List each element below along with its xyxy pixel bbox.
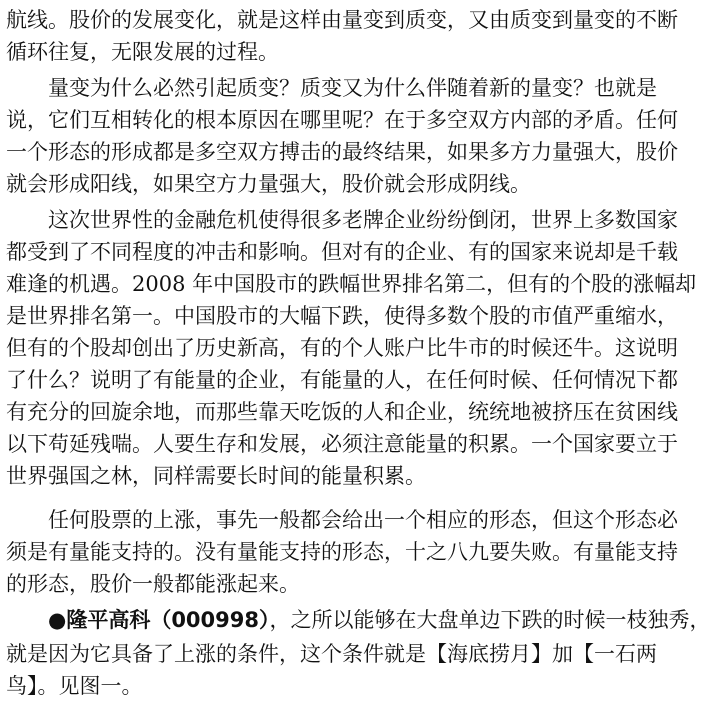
text-segment: ，之所以能够在大盘单边下跌的时候一枝独秀， xyxy=(269,608,711,632)
text-line: 但有的个股却创出了历史新高，有的个人账户比牛市的时候还牛。这说明 xyxy=(6,336,678,360)
text-line: 世界强国之林，同样需要长时间的能量积累。 xyxy=(6,464,426,488)
stock-name-lead: ●隆平高科（000998） xyxy=(6,608,270,632)
text-line: 须是有量能支持的。没有量能支持的形态，十之八九要失败。有量能支持 xyxy=(6,540,678,564)
text-line: 就是因为它具备了上涨的条件，这个条件就是【海底捞月】加【一石两 xyxy=(6,642,657,666)
text-line: 循环往复，无限发展的过程。 xyxy=(6,40,279,64)
text-line: 的形态，股价一般都能涨起来。 xyxy=(6,572,300,596)
text-line: 以下苟延残喘。人要生存和发展，必须注意能量的积累。一个国家要立于 xyxy=(6,432,678,456)
text-line: 鸟】。见图一。 xyxy=(6,674,143,698)
text-line: 任何股票的上涨，事先一般都会给出一个相应的形态，但这个形态必 xyxy=(6,508,678,532)
text-line: 这次世界性的金融危机使得很多老牌企业纷纷倒闭，世界上多数国家 xyxy=(6,208,678,232)
text-line: 一个形态的形成都是多空双方搏击的最终结果，如果多方力量强大，股价 xyxy=(6,140,678,164)
text-line: 有充分的回旋余地，而那些靠天吃饭的人和企业，统统地被挤压在贫困线 xyxy=(6,400,678,424)
text-line: 就会形成阳线，如果空方力量强大，股价就会形成阴线。 xyxy=(6,172,531,196)
text-line: 说，它们互相转化的根本原因在哪里呢？在于多空双方内部的矛盾。任何 xyxy=(6,108,678,132)
text-line: 都受到了不同程度的冲击和影响。但对有的企业、有的国家来说却是千载 xyxy=(6,240,678,264)
text-line: 量变为什么必然引起质变？质变又为什么伴随着新的量变？也就是 xyxy=(6,76,657,100)
text-line: 难逢的机遇。2008 年中国股市的跌幅世界排名第二，但有的个股的涨幅却 xyxy=(6,272,697,296)
text-line: 了什么？说明了有能量的企业，有能量的人，在任何时候、任何情况下都 xyxy=(6,368,678,392)
text-line: 是世界排名第一。中国股市的大幅下跌，使得多数个股的市值严重缩水， xyxy=(6,304,678,328)
text-line: 航线。股价的发展变化，就是这样由量变到质变，又由质变到量变的不断 xyxy=(6,8,678,32)
